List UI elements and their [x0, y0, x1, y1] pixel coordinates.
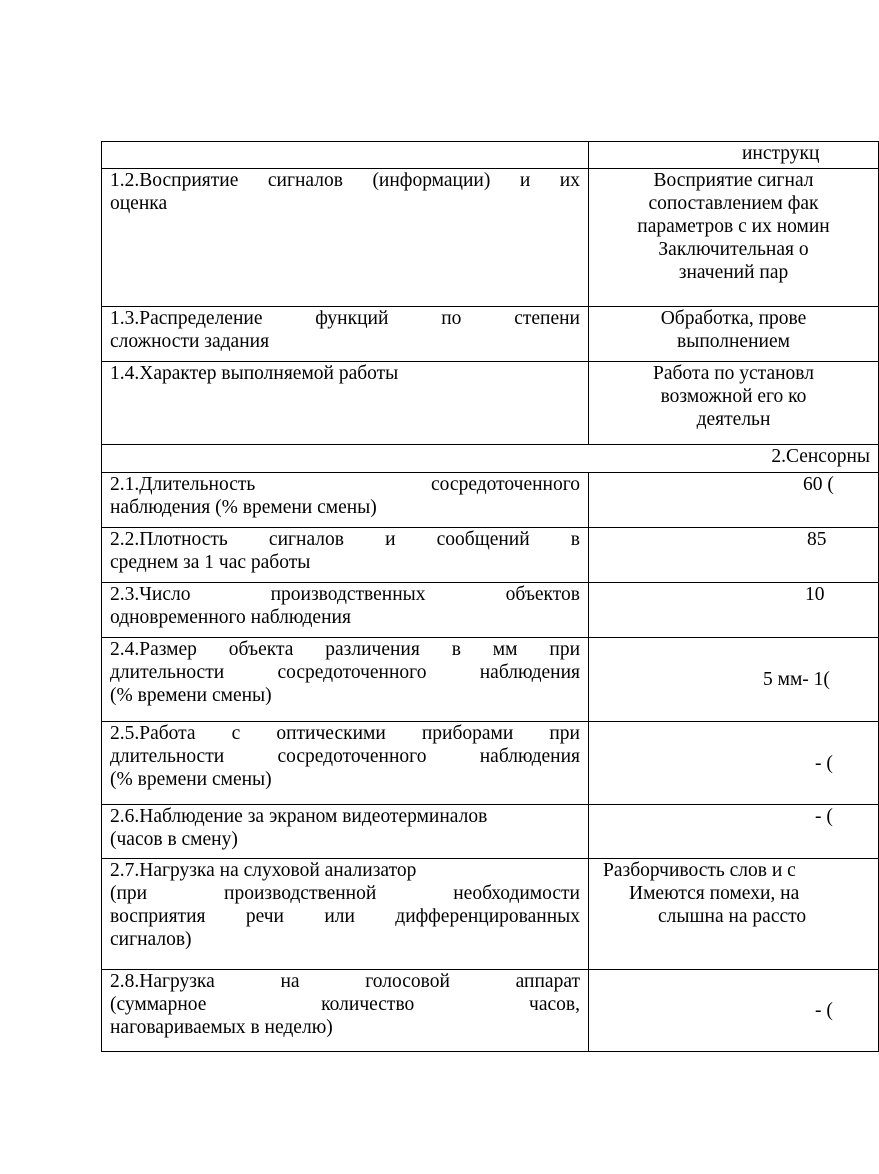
cell-text: 85	[807, 529, 827, 550]
table-row	[102, 583, 879, 638]
section-title: 2.Сенсорны	[771, 446, 870, 467]
cell-text: - (	[815, 752, 833, 774]
cell-text: сопоставлением фак	[648, 193, 819, 214]
cell-text: сигналов)	[110, 929, 192, 950]
cell-text: сложности задания	[110, 331, 270, 352]
workload-table	[101, 141, 879, 1052]
cell-text: 2.8.Нагрузка на голосовой аппарат	[110, 971, 580, 992]
table-cell-left	[102, 307, 589, 362]
cell-text: параметров с их номин	[637, 216, 830, 237]
table-row	[102, 722, 879, 805]
cell-text: 5 мм- 1(	[763, 669, 830, 690]
cell-text: слышна на рассто	[658, 906, 807, 927]
cell-text: возможной его ко	[660, 386, 807, 407]
cell-text: Обработка, прове	[660, 308, 807, 329]
table-row	[102, 638, 879, 722]
table-cell-left	[102, 970, 589, 1052]
cell-text: 2.4.Размер объекта различения в мм при	[110, 639, 580, 660]
cell-text: длительности сосредоточенного наблюдения	[110, 662, 580, 683]
table-cell-left	[102, 722, 589, 805]
table-cell-right	[589, 169, 879, 307]
cell-text: оценка	[110, 193, 168, 214]
cell-text: инструкц	[742, 143, 820, 164]
table-cell-right	[589, 970, 879, 1052]
table-cell-right	[589, 142, 879, 169]
cell-text: восприятия речи или дифференцированных	[110, 906, 580, 927]
cell-text: Разборчивость слов и с	[603, 860, 796, 881]
cell-text: - (	[815, 1000, 833, 1021]
table-cell-right	[589, 307, 879, 362]
table-row	[102, 142, 879, 169]
table-cell-left	[102, 859, 589, 970]
table-row-section	[102, 445, 879, 473]
cell-text: Восприятие сигнал	[653, 170, 814, 191]
cell-text: Заключительная о	[658, 239, 809, 260]
cell-text: значений пар	[678, 262, 789, 283]
cell-text: 2.5.Работа с оптическими приборами при	[110, 723, 580, 744]
table-cell-left	[102, 528, 589, 583]
cell-text: - (	[815, 806, 833, 827]
table-cell-right	[589, 722, 879, 805]
cell-text: 1.3.Распределение функций по степени	[110, 308, 580, 329]
cell-text: (часов в смену)	[110, 829, 238, 850]
table-cell-right	[589, 528, 879, 583]
table-cell-left	[102, 473, 589, 528]
cell-text: 10	[805, 584, 825, 605]
cell-text: (суммарное количество часов,	[110, 994, 580, 1015]
cell-text: 2.3.Число производственных объектов	[110, 584, 580, 605]
cell-text: 1.2.Восприятие сигналов (информации) и их	[110, 170, 580, 191]
table-row	[102, 970, 879, 1052]
cell-text: 2.6.Наблюдение за экраном видеотерминалов	[110, 806, 488, 827]
table-cell-right	[589, 805, 879, 859]
cell-text: (% времени смены)	[110, 769, 272, 790]
section-header-cell	[102, 445, 879, 473]
cell-text: 2.7.Нагрузка на слуховой анализатор	[110, 860, 417, 881]
table-row	[102, 169, 879, 307]
table-cell-left	[102, 583, 589, 638]
table-row	[102, 473, 879, 528]
cell-text: среднем за 1 час работы	[110, 552, 311, 573]
cell-text: одновременного наблюдения	[110, 607, 351, 628]
cell-text: 2.1.Длительность сосредоточенного	[110, 474, 580, 495]
cell-text: (при производственной необходимости	[110, 883, 580, 904]
table-cell-right	[589, 473, 879, 528]
table-cell-right	[589, 638, 879, 722]
cell-text: выполнением	[677, 331, 790, 352]
table-cell-left	[102, 142, 589, 169]
table-cell-right	[589, 362, 879, 445]
cell-text: наблюдения (% времени смены)	[110, 497, 377, 518]
cell-text: 60 (	[803, 474, 834, 495]
cell-text: 2.2.Плотность сигналов и сообщений в	[110, 529, 580, 550]
table-cell-right	[589, 859, 879, 970]
cell-text: наговариваемых в неделю)	[110, 1017, 333, 1038]
table-cell-left	[102, 805, 589, 859]
table-row	[102, 307, 879, 362]
table-row	[102, 859, 879, 970]
table-row	[102, 362, 879, 445]
table-cell-left	[102, 362, 589, 445]
cell-text: длительности сосредоточенного наблюдения	[110, 746, 580, 767]
cell-text: (% времени смены)	[110, 685, 272, 706]
cell-text: Имеются помехи, на	[629, 883, 800, 904]
table-cell-right	[589, 583, 879, 638]
table-cell-left	[102, 169, 589, 307]
table-row	[102, 805, 879, 859]
cell-text: Работа по установл	[653, 363, 814, 384]
cell-text: 1.4.Характер выполняемой работы	[110, 363, 399, 384]
table-cell-left	[102, 638, 589, 722]
table-row	[102, 528, 879, 583]
cell-text: деятельн	[696, 409, 771, 430]
